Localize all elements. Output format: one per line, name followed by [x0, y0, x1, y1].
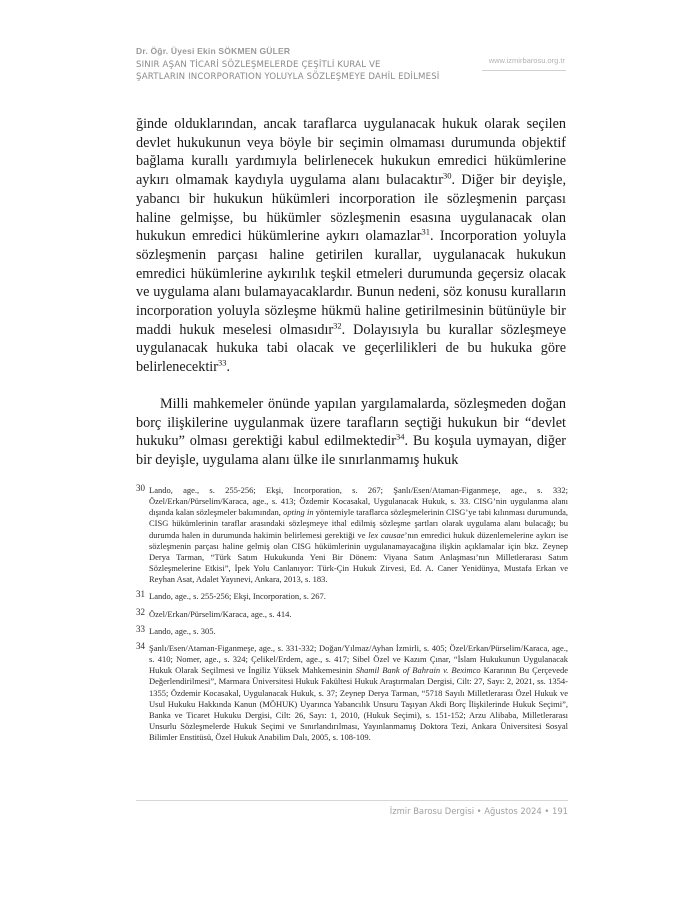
paragraph-1-text: . Diğer bir deyişle, yabancı bir hukukun hükümleri incorporation ile sözleşmenin parçası haline gelmişse, bu hükümler sözleşmenin esasına uygulanacak olan hukukun emredici hükümlerine aykırı olamazlar — [136, 172, 567, 245]
footnote-32 — [136, 606, 568, 620]
footnote-text: Özel/Erkan/Pürselim/Karaca, age., s. 414. — [149, 608, 292, 619]
website-url[interactable]: www.izmirbarosu.org.tr — [488, 56, 565, 65]
body-text — [136, 115, 566, 470]
footnote-33 — [136, 623, 568, 637]
footnote-ref-32[interactable]: 32 — [333, 320, 342, 330]
footnote-text: Kararının Bu Çerçevede Değerlendirilmesi”, Marmara Üniversitesi Hukuk Fakültesi Hukuk Araştırmaları Dergisi, Cilt: 27, Sayı: 2, 2021, ss. 1354-1355; Özdemir Kocasakal, Uygulanacak Hukuk, s. 37; Zeynep Derya Tarman, “5718 Sayılı Milletlerarası Özel Hukuk ve Usul Hukuku Hakkında Kanun (MÖHUK) Uyarınca Yabancılık Unsuru Taşıyan Akdi Borç İlişkilerinde Hukuk Seçimi”, Banka ve Ticaret Hukuku Dergisi, Cilt: 26, Sayı: 1, 2010, (Hukuk Seçimi), s. 151-152; Arzu Alibaba, Milletlerarası Unsurlu Sözleşmelerde Hukuk Seçimi ve Sınırlandırılması, Yayınlanmamış Doktora Tezi, Ankara Üniversitesi Sosyal Bilimler Enstitüsü, Özel Hukuk Anabilim Dalı, 2005, s. 108-109. — [149, 665, 568, 743]
article-title-line-1: SINIR AŞAN TİCARİ SÖZLEŞMELERDE ÇEŞİTLİ KURAL VE — [136, 60, 381, 70]
footnote-ref-30[interactable]: 30 — [442, 170, 452, 181]
footnote-number: 31 — [136, 589, 145, 600]
footnote-31 — [136, 591, 568, 602]
footnote-italic: opting in — [283, 507, 314, 518]
paragraph-2 — [136, 395, 566, 470]
footnote-number: 32 — [136, 606, 145, 617]
footnote-text: Lando, age., s. 255-256; Ekşi, Incorporation, s. 267; Şanlı/Esen/Ataman-Figanmeşe, age., s. 332; Özel/Erkan/Pürselim/Karaca, age., s. 413; Özdemir Kocasakal, Uygulanacak Hukuk, s. 33. CISG’nin uygulanma alanı dışında kalan sözleşmeler bakımından, — [149, 485, 568, 518]
footnote-number: 30 — [136, 483, 145, 493]
footer-divider — [136, 800, 568, 801]
footnote-text: yöntemiyle taraflarca sözleşmelerinin CISG’ye tabi kılınması durumunda, CISG hükümlerinin taraflar arasındaki sözleşmeye ithal edilmiş sözleşme şartları olarak uygulama alanı bulacağı; bu durumda halen in durumunda hakimin belirlemesi gerektiği ve — [149, 507, 569, 540]
footnote-italic: Shamil Bank of Bahrain v. Beximco — [355, 665, 481, 676]
footnote-italic: lex causae — [368, 529, 405, 540]
footnote-ref-31[interactable]: 31 — [421, 226, 430, 237]
paragraph-1-text: . Incorporation yoluyla sözleşmenin parçası haline getirilen kurallar, uygulanacak hukukun emredici hükümlerine aykırılık teşkil etmeleri durumunda geçersiz olacak ve uygulama alanı bulamayacaklardır. Bunun nedeni, söz konusu kuralların incorporation yoluyla sözleşme hükmü haline getirilmesinin bütünüyle bir maddi hukuk meselesi olmasıdır — [136, 228, 566, 338]
article-title-line-2: ŞARTLARIN INCORPORATION YOLUYLA SÖZLEŞMEYE DAHİL EDİLMESİ — [136, 72, 440, 82]
footnotes — [136, 485, 568, 749]
footnote-34 — [136, 640, 568, 743]
footnote-text: Lando, age., s. 305. — [149, 625, 216, 636]
footnote-number: 34 — [136, 640, 145, 651]
footnote-text: Şanlı/Esen/Ataman-Figanmeşe, age., s. 331-332; Doğan/Yılmaz/Ayhan İzmirli, s. 405; Özel/Erkan/Pürselim/Karaca, age., s. 410; Nomer, age., s. 324; Çelikel/Erdem, age., s. 417; Sibel Özel ve Kazım Çınar, “İslam Hukukunun Uygulanacak Hukuk Olarak Seçilmesi ve İngiliz Yüksek Mahkemesinin — [149, 642, 568, 676]
paragraph-1-text: ğinde olduklarından, ancak taraflarca uygulanacak hukuk olarak seçilen devlet hukukunun veya böyle bir seçimin olmaması durumunda objektif bağlama kurallı yardımıyla belirlenecek hukukun emredici hükümlerine aykırı olmamak kaydıyla uygulama alanı bulacaktır — [136, 116, 566, 189]
footnote-text: Lando, age., s. 255-256; Ekşi, Incorporation, s. 267. — [149, 591, 326, 602]
paragraph-2-text: . Bu koşula uymayan, diğer bir deyişle, uygulama alanı ülke ile sınırlanmamış hukuk — [136, 433, 566, 468]
page-footer: İzmir Barosu Dergisi • Ağustos 2024 • 191 — [389, 806, 568, 816]
header-divider — [482, 70, 566, 71]
paragraph-1 — [136, 115, 566, 377]
footnote-ref-33[interactable]: 33 — [217, 357, 227, 368]
footnote-ref-34[interactable]: 34 — [395, 431, 405, 442]
footnote-30 — [136, 485, 568, 585]
footnote-number: 33 — [136, 623, 145, 634]
paragraph-1-text: . Dolayısıyla bu kurallar sözleşmeye uygulanacak hukuka tabi olacak ve geçerlilikleri de bu hukuka göre belirlenecektir — [136, 321, 567, 376]
paragraph-2-text: Milli mahkemeler önünde yapılan yargılamalarda, sözleşmeden doğan borç ilişkilerine uygulanmak üzere tarafların seçtiği hukukun bir “devlet hukuku” olması gerektiği kabul edilmektedir — [136, 395, 566, 450]
author-name: Dr. Öğr. Üyesi Ekin SÖKMEN GÜLER — [136, 46, 291, 56]
paragraph-1-text: . — [226, 359, 230, 376]
footnote-text: ’nın emredici hukuk düzenlemelerine aykırı ise sözleşmenin parçası haline gelmiş olan CISG hükümlerinin uygulanamayacağına ilişkin açıklamalar için bkz. Zeynep Derya Tarman, “Türk Satım Hukukunda Yeni Bir Dönem: Viyana Satım Anlaşması’nın Milletlerarası Satım Sözleşmelerine Etkisi”, İpek Yolu Canlanıyor: Türk-Çin Hukuk Zirvesi, Ed. A. Caner Yenidünya, Mustafa Erkan ve Reyhan Asat, Adalet Yayınevi, Ankara, 2013, s. 183. — [149, 529, 569, 585]
